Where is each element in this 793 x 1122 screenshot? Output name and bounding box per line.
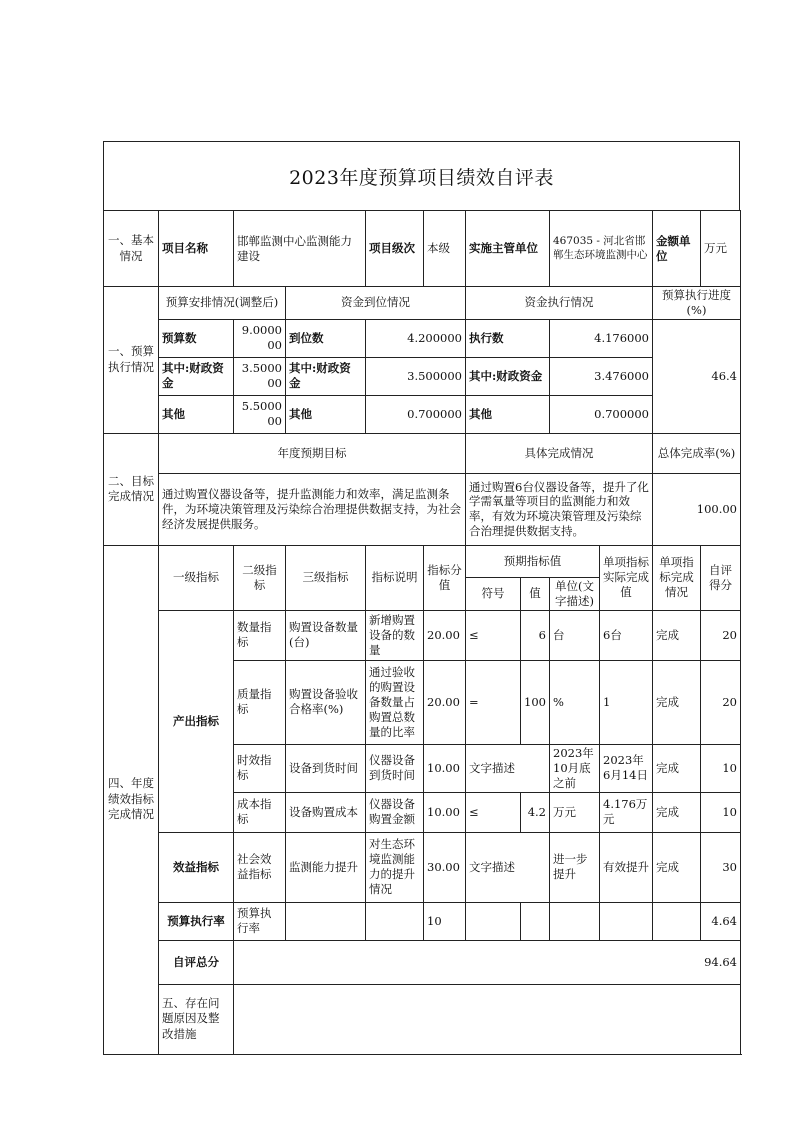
exec-rate-symbol bbox=[466, 902, 521, 940]
other-executed-value: 0.700000 bbox=[550, 395, 653, 433]
indicator-actual: 有效提升 bbox=[600, 832, 653, 902]
goals-content-row bbox=[104, 473, 741, 545]
exec-rate-value bbox=[521, 902, 550, 940]
exec-rate-score: 4.64 bbox=[701, 902, 741, 940]
project-name-value: 邯郸监测中心监测能力建设 bbox=[234, 211, 366, 287]
indicator-symbol: 文字描述 bbox=[466, 744, 550, 792]
fiscal-arrived-value: 3.500000 bbox=[366, 357, 466, 395]
indicator-weight: 10.00 bbox=[424, 792, 466, 832]
indicator-unit: 台 bbox=[550, 610, 600, 660]
indicator-unit: 进一步提升 bbox=[550, 832, 600, 902]
indicator-weight: 20.00 bbox=[424, 660, 466, 744]
exec-rate-unit bbox=[550, 902, 600, 940]
section-issues-label: 五、存在问题原因及整改措施 bbox=[159, 984, 234, 1054]
header-status: 单项指标完成情况 bbox=[653, 545, 701, 610]
indicator-actual: 2023年6月14日 bbox=[600, 744, 653, 792]
indicator-row bbox=[104, 610, 741, 660]
issues-row bbox=[104, 984, 741, 1054]
budget-arranged-value: 9.000000 bbox=[234, 319, 286, 357]
indicator-description: 新增购置设备的数量 bbox=[366, 610, 424, 660]
exec-rate-level2: 预算执行率 bbox=[234, 902, 286, 940]
indicator-unit: % bbox=[550, 660, 600, 744]
indicator-weight: 20.00 bbox=[424, 610, 466, 660]
exec-rate-level3 bbox=[286, 902, 366, 940]
indicator-actual: 1 bbox=[600, 660, 653, 744]
indicator-description: 通过验收的购置设备数量占购置总数量的比率 bbox=[366, 660, 424, 744]
indicator-level2: 数量指标 bbox=[234, 610, 286, 660]
header-value: 值 bbox=[521, 577, 550, 610]
budget-progress-header: 预算执行进度(%) bbox=[653, 287, 741, 320]
budget-arranged-label: 预算数 bbox=[159, 319, 234, 357]
goals-rate-value: 100.00 bbox=[653, 473, 741, 545]
project-name-label: 项目名称 bbox=[159, 211, 234, 287]
amount-unit-value: 万元 bbox=[701, 211, 741, 287]
indicator-value: 6 bbox=[521, 610, 550, 660]
header-level2: 二级指标 bbox=[234, 545, 286, 610]
indicator-level3: 监测能力提升 bbox=[286, 832, 366, 902]
indicator-level3: 设备到货时间 bbox=[286, 744, 366, 792]
budget-progress-value: 46.4 bbox=[653, 319, 741, 433]
header-actual: 单项指标实际完成值 bbox=[600, 545, 653, 610]
header-expected: 预期指标值 bbox=[466, 545, 600, 577]
budget-arrangement-header: 预算安排情况(调整后) bbox=[159, 287, 286, 320]
goals-rate-header: 总体完成率(%) bbox=[653, 433, 741, 473]
indicator-status: 完成 bbox=[653, 744, 701, 792]
exec-rate-row bbox=[104, 902, 741, 940]
other-arranged-value: 5.500000 bbox=[234, 395, 286, 433]
header-score: 自评得分 bbox=[701, 545, 741, 610]
fiscal-arranged-label: 其中:财政资金 bbox=[159, 357, 234, 395]
other-executed-label: 其他 bbox=[466, 395, 550, 433]
section-goals-label: 二、目标完成情况 bbox=[104, 433, 159, 545]
benefit-indicator-label: 效益指标 bbox=[159, 832, 234, 902]
header-description: 指标说明 bbox=[366, 545, 424, 610]
indicator-status: 完成 bbox=[653, 660, 701, 744]
indicator-symbol: ≤ bbox=[466, 792, 521, 832]
indicator-actual: 6台 bbox=[600, 610, 653, 660]
project-level-value: 本级 bbox=[424, 211, 466, 287]
goals-actual-header: 具体完成情况 bbox=[466, 433, 653, 473]
total-score-row bbox=[104, 940, 741, 984]
evaluation-sheet bbox=[103, 141, 740, 1055]
basic-info-row bbox=[104, 211, 741, 287]
budget-row bbox=[104, 357, 741, 395]
other-arranged-label: 其他 bbox=[159, 395, 234, 433]
indicator-level2: 质量指标 bbox=[234, 660, 286, 744]
indicator-row bbox=[104, 832, 741, 902]
budget-arrived-label: 到位数 bbox=[286, 319, 366, 357]
total-score-value: 94.64 bbox=[234, 940, 741, 984]
indicator-status: 完成 bbox=[653, 832, 701, 902]
output-indicator-label: 产出指标 bbox=[159, 610, 234, 832]
authority-value: 467035 - 河北省邯郸生态环境监测中心 bbox=[550, 211, 653, 287]
header-symbol: 符号 bbox=[466, 577, 521, 610]
header-level3: 三级指标 bbox=[286, 545, 366, 610]
indicator-level3: 购置设备数量(台) bbox=[286, 610, 366, 660]
indicator-level2: 社会效益指标 bbox=[234, 832, 286, 902]
budget-arrival-header: 资金到位情况 bbox=[286, 287, 466, 320]
section-indicators-label: 四、年度绩效指标完成情况 bbox=[104, 545, 159, 1054]
budget-executed-value: 4.176000 bbox=[550, 319, 653, 357]
goals-annual-text: 通过购置仪器设备等，提升监测能力和效率，满足监测条件，为环境决策管理及污染综合治理提供数据支持，为社会经济发展提供服务。 bbox=[159, 473, 466, 545]
indicator-weight: 10.00 bbox=[424, 744, 466, 792]
goals-annual-header: 年度预期目标 bbox=[159, 433, 466, 473]
indicator-unit: 2023年10月底之前 bbox=[550, 744, 600, 792]
goals-header-row bbox=[104, 433, 741, 473]
indicator-symbol: ≤ bbox=[466, 610, 521, 660]
header-level1: 一级指标 bbox=[159, 545, 234, 610]
section-budget-label: 一、预算执行情况 bbox=[104, 287, 159, 434]
budget-execution-header: 资金执行情况 bbox=[466, 287, 653, 320]
fiscal-executed-label: 其中:财政资金 bbox=[466, 357, 550, 395]
indicator-level2: 成本指标 bbox=[234, 792, 286, 832]
indicator-score: 10 bbox=[701, 744, 741, 792]
fiscal-executed-value: 3.476000 bbox=[550, 357, 653, 395]
exec-rate-label: 预算执行率 bbox=[159, 902, 234, 940]
indicator-description: 仪器设备到货时间 bbox=[366, 744, 424, 792]
indicator-status: 完成 bbox=[653, 792, 701, 832]
indicator-unit: 万元 bbox=[550, 792, 600, 832]
project-level-label: 项目级次 bbox=[366, 211, 424, 287]
indicator-header-row bbox=[104, 545, 741, 577]
fiscal-arranged-value: 3.500000 bbox=[234, 357, 286, 395]
indicator-score: 20 bbox=[701, 610, 741, 660]
indicator-description: 对生态环境监测能力的提升情况 bbox=[366, 832, 424, 902]
indicator-description: 仪器设备购置金额 bbox=[366, 792, 424, 832]
indicator-level3: 购置设备验收合格率(%) bbox=[286, 660, 366, 744]
page-title: 2023年度预算项目绩效自评表 bbox=[103, 141, 740, 210]
exec-rate-weight: 10 bbox=[424, 902, 466, 940]
issues-content bbox=[234, 984, 741, 1054]
indicator-weight: 30.00 bbox=[424, 832, 466, 902]
other-arrived-value: 0.700000 bbox=[366, 395, 466, 433]
indicator-status: 完成 bbox=[653, 610, 701, 660]
evaluation-table bbox=[103, 210, 741, 1055]
indicator-level3: 设备购置成本 bbox=[286, 792, 366, 832]
section-basic-label: 一、基本情况 bbox=[104, 211, 159, 287]
indicator-level2: 时效指标 bbox=[234, 744, 286, 792]
budget-arrived-value: 4.200000 bbox=[366, 319, 466, 357]
indicator-symbol: = bbox=[466, 660, 521, 744]
amount-unit-label: 金额单位 bbox=[653, 211, 701, 287]
exec-rate-status bbox=[653, 902, 701, 940]
indicator-value: 4.2 bbox=[521, 792, 550, 832]
header-weight: 指标分值 bbox=[424, 545, 466, 610]
indicator-score: 20 bbox=[701, 660, 741, 744]
total-score-label: 自评总分 bbox=[159, 940, 234, 984]
exec-rate-actual bbox=[600, 902, 653, 940]
budget-row bbox=[104, 395, 741, 433]
budget-executed-label: 执行数 bbox=[466, 319, 550, 357]
other-arrived-label: 其他 bbox=[286, 395, 366, 433]
fiscal-arrived-label: 其中:财政资金 bbox=[286, 357, 366, 395]
authority-label: 实施主管单位 bbox=[466, 211, 550, 287]
exec-rate-description bbox=[366, 902, 424, 940]
indicator-symbol: 文字描述 bbox=[466, 832, 550, 902]
indicator-score: 30 bbox=[701, 832, 741, 902]
goals-actual-text: 通过购置6台仪器设备等，提升了化学需氧量等项目的监测能力和效率，有效为环境决策管理及污染综合治理提供数据支持。 bbox=[466, 473, 653, 545]
indicator-actual: 4.176万元 bbox=[600, 792, 653, 832]
indicator-value: 100 bbox=[521, 660, 550, 744]
budget-row bbox=[104, 319, 741, 357]
indicator-score: 10 bbox=[701, 792, 741, 832]
header-unit: 单位(文字描述) bbox=[550, 577, 600, 610]
budget-header-row bbox=[104, 287, 741, 320]
